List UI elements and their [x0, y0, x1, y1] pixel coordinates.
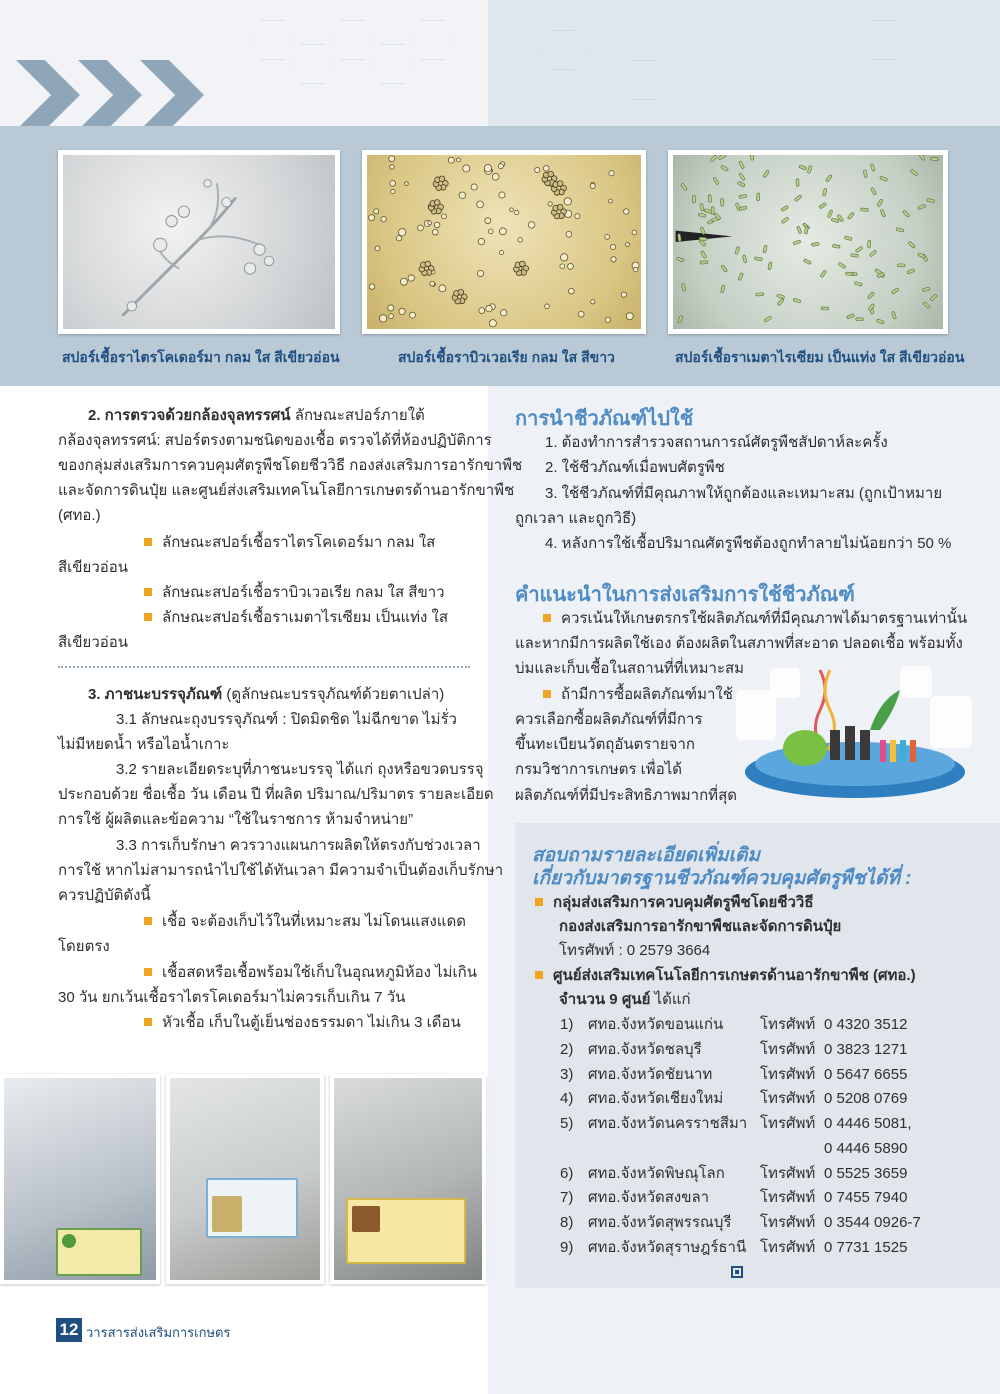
section-3-line: ควรปฏิบัติดังนี้: [58, 887, 151, 904]
orange-bullet-icon: [144, 917, 152, 925]
use-item-3-cont: ถูกเวลา และถูกวิธี): [515, 510, 637, 527]
orange-bullet-icon: [144, 968, 152, 976]
center-number: 3): [560, 1066, 574, 1083]
advice-line-1: ควรเน้นให้เกษตรกรใช้ผลิตภัณฑ์ที่มีคุณภาพได้มาตรฐานเท่านั้น: [543, 606, 967, 631]
orange-bullet-icon: [144, 538, 152, 546]
product-bag-photo-3: [330, 1074, 486, 1284]
org-2-name: ศูนย์ส่งเสริมเทคโนโลยีการเกษตรด้านอารักขาพืช (ศทอ.): [535, 963, 916, 988]
storage-bullet-3: หัวเชื้อ เก็บในตู้เย็นช่องธรรมดา ไม่เกิน 3 เดือน: [144, 1010, 461, 1035]
contact-title-1: สอบถามรายละเอียดเพิ่มเติม: [532, 845, 760, 866]
center-phone-label: โทรศัพท์: [760, 1115, 816, 1132]
photo-caption-metarhizium: สปอร์เชื้อราเมตาไรเซียม เป็นแท่ง ใส สีเขียวอ่อน: [675, 349, 965, 365]
center-phone-label: โทรศัพท์: [760, 1066, 816, 1083]
section-3-line: การใช้ หากไม่สามารถนำไปใช้ได้ทันเวลา มีความจำเป็นต้องเก็บรักษา: [58, 862, 504, 879]
storage-bullet-1: เชื้อ จะต้องเก็บไว้ในที่เหมาะสม ไม่โดนแสงแดด: [144, 909, 466, 934]
spore-bullet-2: ลักษณะสปอร์เชื้อราบิวเวอเรีย กลม ใส สีขาว: [144, 580, 445, 605]
use-item-4: 4. หลังการใช้เชื้อปริมาณศัตรูพืชต้องถูกทำลายไม่น้อยกว่า 50 %: [545, 535, 952, 552]
orange-bullet-icon: [535, 971, 543, 979]
section-2-line: กล้องจุลทรรศน์: สปอร์ตรงตามชนิดของเชื้อ ตรวจได้ที่ห้องปฏิบัติการ: [58, 432, 492, 449]
beauveria-spore-photo: [362, 150, 646, 334]
org-2-count: จำนวน 9 ศูนย์ ได้แก่: [559, 991, 691, 1008]
section-2-line: ของกลุ่มส่งเสริมการควบคุมศัตรูพืชโดยชีววิธี กองส่งเสริมการอารักขาพืช: [58, 457, 523, 474]
center-number: 6): [560, 1165, 574, 1182]
center-phone: 0 4320 3512: [824, 1016, 908, 1033]
orange-bullet-icon: [144, 588, 152, 596]
center-phone-label: โทรศัพท์: [760, 1090, 816, 1107]
storage-bullet-1-cont: โดยตรง: [58, 938, 110, 955]
journal-name: วารสารส่งเสริมการเกษตร: [86, 1325, 231, 1340]
advice-line: ขึ้นทะเบียนวัตถุอันตรายจาก: [515, 736, 695, 753]
center-number: 4): [560, 1090, 574, 1107]
section-2-line: (ศทอ.): [58, 507, 101, 524]
center-phone: 0 3544 0926-7: [824, 1214, 921, 1231]
use-item-1: 1. ต้องทำการสำรวจสถานการณ์ศัตรูพืชสัปดาห์ละครั้ง: [545, 434, 888, 451]
center-name: ศทอ.จังหวัดเชียงใหม่: [588, 1090, 724, 1107]
center-number: 1): [560, 1016, 574, 1033]
orange-bullet-icon: [543, 690, 551, 698]
spore-bullet-1-cont: สีเขียวอ่อน: [58, 559, 129, 576]
center-name: ศทอ.จังหวัดนครราชสีมา: [588, 1115, 748, 1132]
page-number: 12: [56, 1318, 82, 1342]
center-phone: 0 7731 1525: [824, 1239, 908, 1256]
metarhizium-spore-photo: [668, 150, 948, 334]
orange-bullet-icon: [543, 614, 551, 622]
dotted-divider: [58, 666, 470, 668]
center-phone-label: โทรศัพท์: [760, 1189, 816, 1206]
center-phone-label: โทรศัพท์: [760, 1041, 816, 1058]
lab-illustration: [730, 660, 980, 810]
center-name: ศทอ.จังหวัดสุราษฎร์ธานี: [588, 1239, 747, 1256]
section-3-line: 3.2 รายละเอียดระบุที่ภาชนะบรรจุ ได้แก่ ถุงหรือขวดบรรจุ: [116, 761, 484, 778]
center-phone-label: โทรศัพท์: [760, 1165, 816, 1182]
center-number: 8): [560, 1214, 574, 1231]
contact-title-2: เกี่ยวกับมาตรฐานชีวภัณฑ์ควบคุมศัตรูพืชได้ที่ :: [532, 868, 912, 889]
storage-bullet-2-cont: 30 วัน ยกเว้นเชื้อราไตรโคเดอร์มาไม่ควรเก็บเกิน 7 วัน: [58, 989, 406, 1006]
storage-bullet-2: เชื้อสดหรือเชื้อพร้อมใช้เก็บในอุณหภูมิห้อง ไม่เกิน: [144, 960, 477, 985]
section-3-line: ประกอบด้วย ชื่อเชื้อ วัน เดือน ปี ที่ผลิต ปริมาณ/ปริมาตร รายละเอียด: [58, 786, 494, 803]
center-name: ศทอ.จังหวัดขอนแก่น: [588, 1016, 724, 1033]
center-name: ศทอ.จังหวัดสงขลา: [588, 1189, 710, 1206]
section-2-line-1: 2. การตรวจด้วยกล้องจุลทรรศน์ ลักษณะสปอร์ภายใต้: [88, 407, 425, 424]
center-number: 5): [560, 1115, 574, 1132]
spore-bullet-1: ลักษณะสปอร์เชื้อราไตรโคเดอร์มา กลม ใส: [144, 530, 435, 555]
center-number: 2): [560, 1041, 574, 1058]
center-phone-label: โทรศัพท์: [760, 1016, 816, 1033]
section-3-line: 3.1 ลักษณะถุงบรรจุภัณฑ์ : ปิดมิดชิด ไม่ฉีกขาด ไม่รั่ว: [116, 711, 457, 728]
center-number: 9): [560, 1239, 574, 1256]
center-phone: 0 5208 0769: [824, 1090, 908, 1107]
center-name: ศทอ.จังหวัดชลบุรี: [588, 1041, 702, 1058]
orange-bullet-icon: [144, 613, 152, 621]
center-phone: 0 5525 3659: [824, 1165, 908, 1182]
center-phone: 0 4446 5890: [824, 1140, 908, 1157]
end-of-article-icon: [731, 1266, 743, 1278]
advice-line: กรมวิชาการเกษตร เพื่อได้: [515, 761, 682, 778]
section-3-title: 3. ภาชนะบรรจุภัณฑ์ (ดูลักษณะบรรจุภัณฑ์ด้วยตาเปล่า): [88, 686, 445, 703]
section-3-line: 3.3 การเก็บรักษา ควรวางแผนการผลิตให้ตรงกับช่วงเวลา: [116, 837, 481, 854]
center-phone: 0 3823 1271: [824, 1041, 908, 1058]
advice-line: ควรเลือกซื้อผลิตภัณฑ์ที่มีการ: [515, 711, 703, 728]
center-name: ศทอ.จังหวัดสุพรรณบุรี: [588, 1214, 732, 1231]
center-name: ศทอ.จังหวัดพิษณุโลก: [588, 1165, 725, 1182]
section-3-line: การใช้ ผู้ผลิตและข้อความ “ใช้ในราชการ ห้ามจำหน่าย”: [58, 811, 414, 828]
product-bag-photo-1: [0, 1074, 160, 1284]
center-phone: 0 7455 7940: [824, 1189, 908, 1206]
advice-section-title: คำแนะนำในการส่งเสริมการใช้ชีวภัณฑ์: [515, 584, 855, 606]
orange-bullet-icon: [144, 1018, 152, 1026]
advice-line: บ่มและเก็บเชื้อในสถานที่ที่เหมาะสม: [515, 660, 745, 677]
org-1-phone: โทรศัพท์ : 0 2579 3664: [559, 942, 711, 959]
center-number: 7): [560, 1189, 574, 1206]
spore-bullet-3-cont: สีเขียวอ่อน: [58, 634, 129, 651]
section-3-line: ไม่มีหยดน้ำ หรือไอน้ำเกาะ: [58, 736, 230, 753]
center-name: ศทอ.จังหวัดชัยนาท: [588, 1066, 713, 1083]
use-section-title: การนำชีวภัณฑ์ไปใช้: [515, 408, 694, 430]
trichoderma-spore-photo: [58, 150, 340, 334]
spore-bullet-3: ลักษณะสปอร์เชื้อราเมตาไรเซียม เป็นแท่ง ใส: [144, 605, 448, 630]
advice-line: ผลิตภัณฑ์ที่มีประสิทธิภาพมากที่สุด: [515, 787, 737, 804]
center-phone: 0 5647 6655: [824, 1066, 908, 1083]
advice-line: และหากมีการผลิตใช้เอง ต้องผลิตในสภาพที่สะอาด ปลอดเชื้อ พร้อมทั้ง: [515, 635, 963, 652]
org-1-name: กลุ่มส่งเสริมการควบคุมศัตรูพืชโดยชีววิธี: [535, 890, 814, 915]
advice-line-2: ถ้ามีการซื้อผลิตภัณฑ์มาใช้: [543, 682, 733, 707]
center-phone-label: โทรศัพท์: [760, 1239, 816, 1256]
photo-caption-beauveria: สปอร์เชื้อราบิวเวอเรีย กลม ใส สีขาว: [398, 349, 615, 365]
org-1-name-cont: กองส่งเสริมการอารักขาพืชและจัดการดินปุ๋ย: [559, 918, 842, 935]
product-bag-photo-2: [166, 1074, 324, 1284]
center-phone: 0 4446 5081,: [824, 1115, 912, 1132]
orange-bullet-icon: [535, 898, 543, 906]
photo-caption-trichoderma: สปอร์เชื้อราไตรโคเดอร์มา กลม ใส สีเขียวอ่อน: [62, 349, 340, 365]
section-2-line: และจัดการดินปุ๋ย และศูนย์ส่งเสริมเทคโนโลยีการเกษตรด้านอารักขาพืช: [58, 482, 515, 499]
use-item-3: 3. ใช้ชีวภัณฑ์ที่มีคุณภาพให้ถูกต้องและเหมาะสม (ถูกเป้าหมาย: [545, 485, 943, 502]
use-item-2: 2. ใช้ชีวภัณฑ์เมื่อพบศัตรูพืช: [545, 459, 725, 476]
center-phone-label: โทรศัพท์: [760, 1214, 816, 1231]
